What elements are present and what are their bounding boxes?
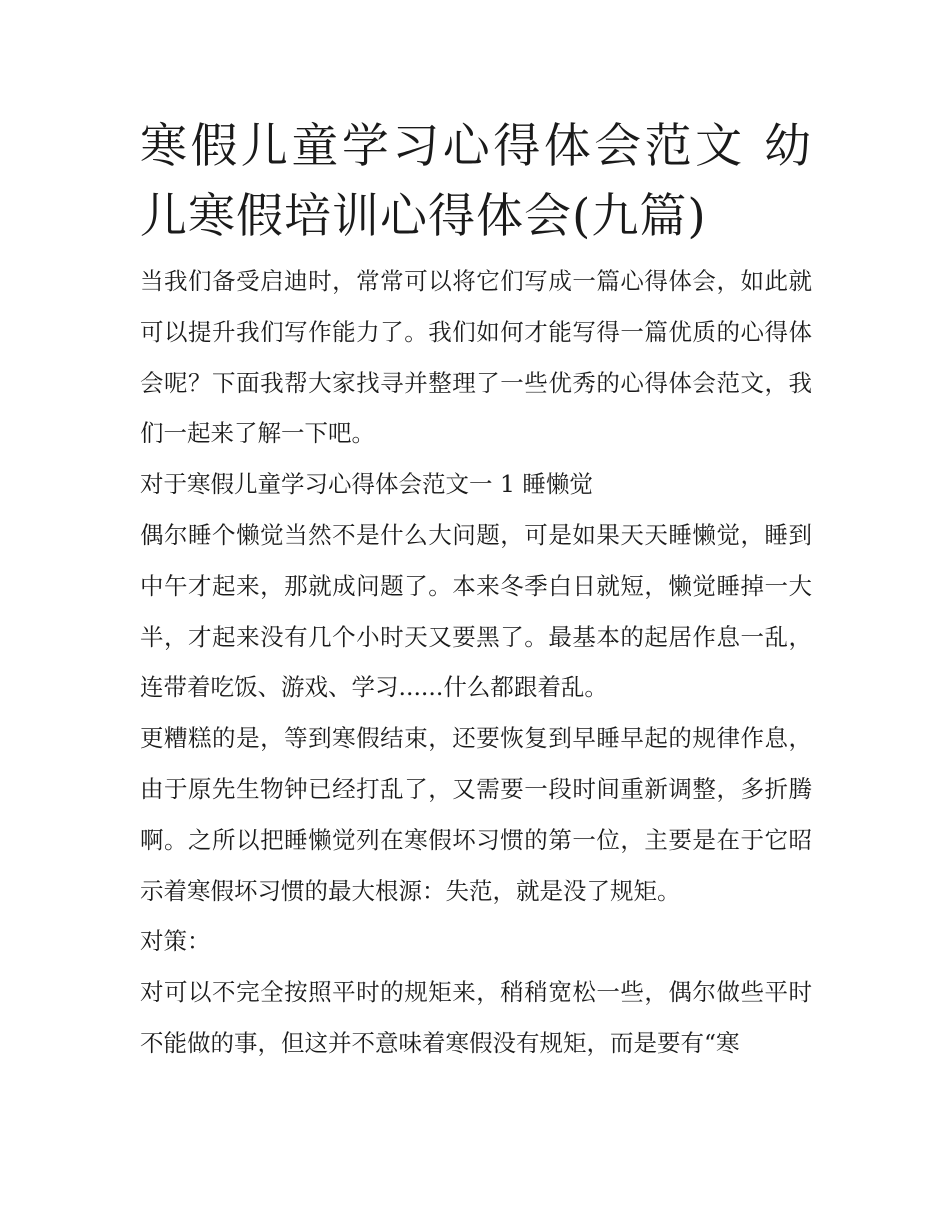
body-paragraph: 更糟糕的是，等到寒假结束，还要恢复到早睡早起的规律作息，由于原先生物钟已经打乱了，又需要一段时间重新调整，多折腾啊。之所以把睡懒觉列在寒假坏习惯的第一位，主要是在于它昭示着寒假坏习惯的最大根源：失范，就是没了规矩。 <box>140 724 812 905</box>
document-title: 寒假儿童学习心得体会范文 幼儿寒假培训心得体会(九篇) <box>140 119 812 244</box>
section-heading: 对于寒假儿童学习心得体会范文一 1 睡懒觉 <box>140 470 593 499</box>
document-page <box>140 112 812 1069</box>
intro-paragraph: 当我们备受启迪时，常常可以将它们写成一篇心得体会，如此就可以提升我们写作能力了。我们如何才能写得一篇优质的心得体会呢？下面我帮大家找寻并整理了一些优秀的心得体会范文，我们一起来了解一下吧。 <box>140 267 812 448</box>
body-paragraph: 偶尔睡个懒觉当然不是什么大问题，可是如果天天睡懒觉，睡到中午才起来，那就成问题了。本来冬季白日就短，懒觉睡掉一大半，才起来没有几个小时天又要黑了。最基本的起居作息一乱，连带着吃饭、游戏、学习......什么都跟着乱。 <box>140 520 812 702</box>
body-paragraph: 对可以不完全按照平时的规矩来，稍稍宽松一些，偶尔做些平时不能做的事，但这并不意味着寒假没有规矩，而是要有“寒 <box>140 978 812 1057</box>
countermeasure-label: 对策： <box>140 927 211 956</box>
